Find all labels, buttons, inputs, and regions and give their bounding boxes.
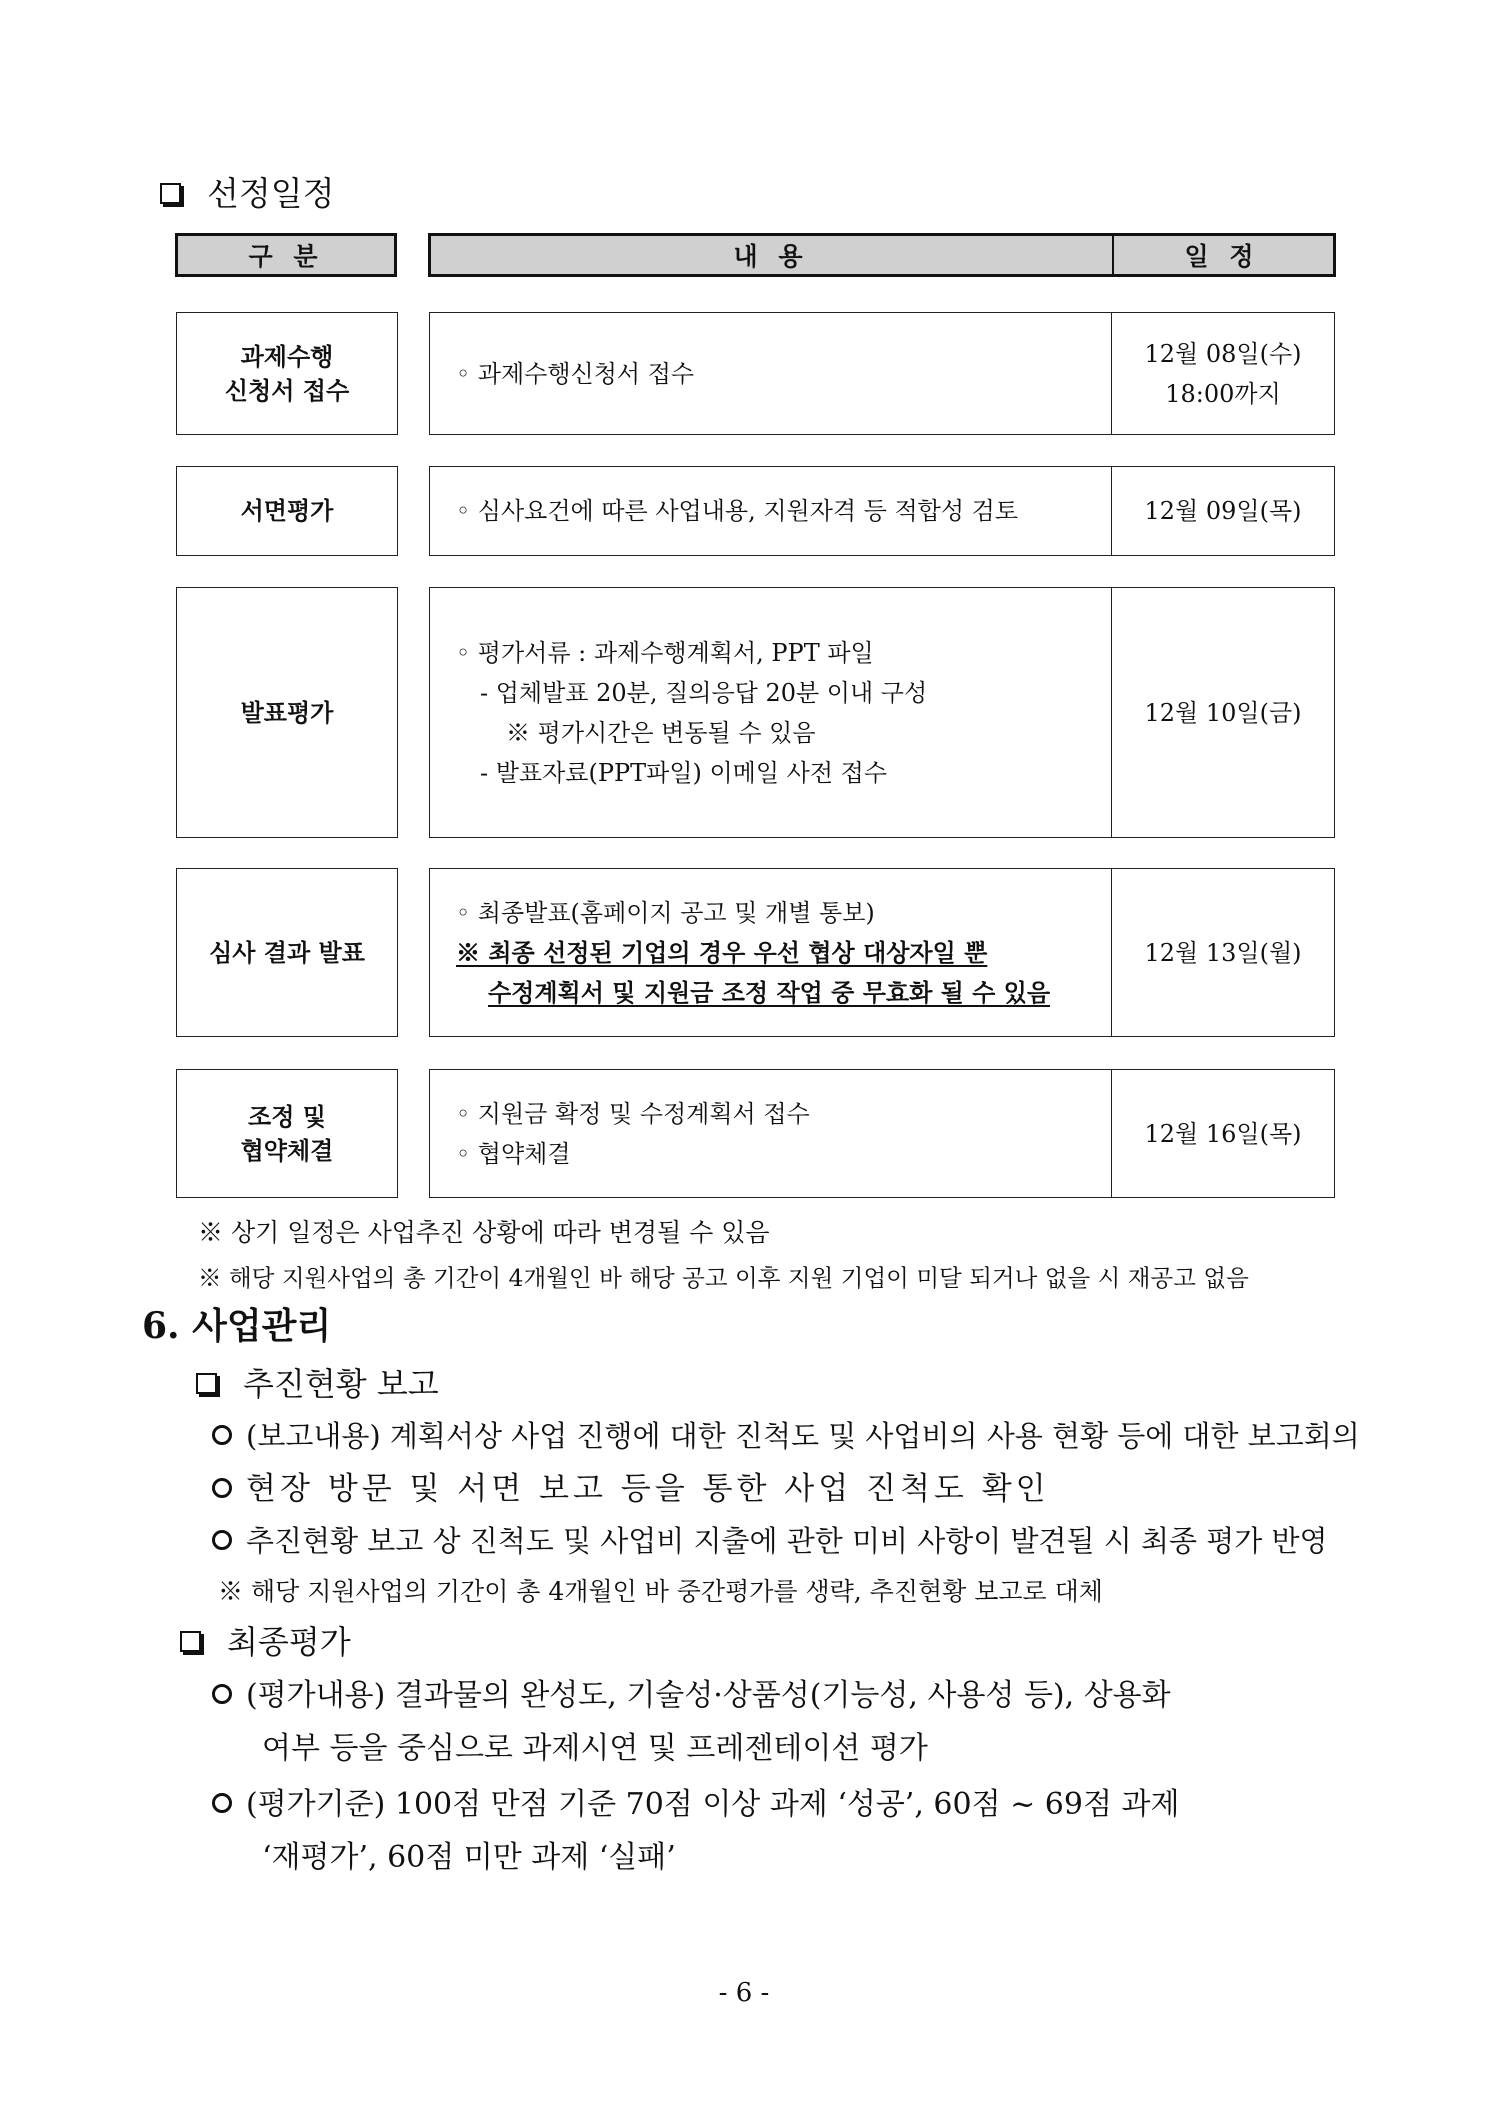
section-6-title: 6. 사업관리 [142, 1305, 332, 1347]
bullet-continuation: 여부 등을 중심으로 과제시연 및 프레젠테이션 평가 [262, 1731, 928, 1766]
row-date [1111, 467, 1334, 555]
row-date [1111, 1070, 1334, 1197]
table-header-category [175, 233, 397, 277]
table-row [429, 312, 1335, 435]
page-number: - 6 - [718, 1978, 770, 2008]
section-heading [160, 172, 335, 216]
date-line: 12월 13일(월) [1144, 938, 1302, 967]
table-row [429, 587, 1335, 838]
bullet-text: (보고내용) 계획서상 사업 진행에 대한 진척도 및 사업비의 사용 현황 등에 대한 보고회의 [246, 1419, 1360, 1453]
bullet-item [212, 1413, 1360, 1459]
note-line: ※ 해당 지원사업의 총 기간이 4개월인 바 해당 공고 이후 지원 기업이 미달 되거나 없을 시 재공고 없음 [198, 1264, 1249, 1292]
header-content [431, 237, 1111, 273]
date-line: 12월 09일(목) [1144, 497, 1302, 525]
content-line: ※ 평가시간은 변동될 수 있음 [506, 718, 816, 747]
row-content [430, 467, 1113, 555]
row-date [1111, 313, 1334, 434]
row-content [430, 1070, 1113, 1197]
bullet-item [212, 1673, 1171, 1719]
category-line: 발표평가 [240, 697, 334, 727]
header-date [1111, 237, 1333, 273]
table-row-category [176, 1069, 398, 1198]
row-date [1111, 869, 1334, 1036]
header-label: 일 정 [1184, 242, 1260, 271]
subsection-title: 최종평가 [227, 1623, 351, 1661]
bullet-text: (평가내용) 결과물의 완성도, 기술성·상품성(기능성, 사용성 등), 상용화 [246, 1678, 1171, 1713]
bullet-item [212, 1466, 1050, 1512]
note-line: ※ 상기 일정은 사업추진 상황에 따라 변경될 수 있음 [198, 1218, 770, 1247]
subsection-heading [196, 1362, 439, 1406]
bullet-text: 현장 방문 및 서면 보고 등을 통한 사업 진척도 확인 [246, 1471, 1050, 1507]
date-line: 12월 10일(금) [1144, 698, 1302, 727]
category-line: 협약체결 [240, 1135, 334, 1165]
content-line: - 발표자료(PPT파일) 이메일 사전 접수 [480, 758, 888, 787]
circle-bullet-icon [212, 1684, 232, 1704]
category-line: 신청서 접수 [224, 375, 350, 405]
row-content [430, 313, 1113, 434]
date-line: 12월 16일(목) [1144, 1119, 1302, 1148]
bullet-continuation: ‘재평가’, 60점 미만 과제 ‘실패’ [262, 1840, 676, 1875]
content-line: ◦ 최종발표(홈페이지 공고 및 개별 통보) [456, 898, 875, 927]
content-line: ◦ 평가서류 : 과제수행계획서, PPT 파일 [456, 638, 874, 667]
table-row-category [176, 868, 398, 1037]
circle-bullet-icon [212, 1530, 232, 1550]
content-line: ◦ 지원금 확정 및 수정계획서 접수 [456, 1099, 810, 1128]
table-row-category [176, 587, 398, 838]
row-content [430, 588, 1113, 837]
bullet-item [212, 1518, 1328, 1564]
table-row-category [176, 312, 398, 435]
note-line: ※ 해당 지원사업의 기간이 총 4개월인 바 중간평가를 생략, 추진현황 보고로 대체 [218, 1577, 1103, 1606]
content-line-emphasis: 수정계획서 및 지원금 조정 작업 중 무효화 될 수 있음 [488, 977, 1051, 1007]
content-line-emphasis: ※ 최종 선정된 기업의 경우 우선 협상 대상자일 뿐 [456, 937, 988, 967]
bullet-item [212, 1782, 1179, 1828]
circle-bullet-icon [212, 1793, 232, 1813]
content-line: - 업체발표 20분, 질의응답 20분 이내 구성 [480, 678, 928, 707]
content-line: ◦ 협약체결 [456, 1139, 571, 1168]
table-row-category [176, 466, 398, 556]
circle-bullet-icon [212, 1478, 232, 1498]
subsection-title: 추진현황 보고 [243, 1365, 439, 1403]
circle-bullet-icon [212, 1425, 232, 1445]
content-line: ◦ 과제수행신청서 접수 [456, 359, 695, 388]
table-row [429, 1069, 1335, 1198]
date-line: 12월 08일(수) [1144, 339, 1302, 368]
row-content [430, 869, 1113, 1036]
table-row [429, 466, 1335, 556]
checkbox-square-icon [160, 183, 181, 204]
category-line: 과제수행 [240, 341, 334, 371]
table-row [429, 868, 1335, 1037]
category-line: 조정 및 [248, 1101, 326, 1131]
section-title: 선정일정 [207, 174, 335, 213]
header-label: 구 분 [248, 242, 324, 271]
category-line: 심사 결과 발표 [209, 937, 365, 967]
checkbox-square-icon [180, 1631, 201, 1652]
checkbox-square-icon [196, 1373, 217, 1394]
table-header-content-date [428, 233, 1336, 277]
date-line: 18:00까지 [1165, 379, 1281, 408]
row-date [1111, 588, 1334, 837]
header-divider [1112, 236, 1114, 274]
category-line: 서면평가 [240, 496, 334, 525]
subsection-heading [180, 1620, 351, 1664]
header-label: 내 용 [733, 242, 809, 271]
bullet-text: 추진현황 보고 상 진척도 및 사업비 지출에 관한 미비 사항이 발견될 시 최종 평가 반영 [246, 1524, 1328, 1558]
bullet-text: (평가기준) 100점 만점 기준 70점 이상 과제 ‘성공’, 60점 ~ 69점 과제 [246, 1787, 1180, 1822]
content-line: ◦ 심사요건에 따른 사업내용, 지원자격 등 적합성 검토 [456, 497, 1019, 525]
